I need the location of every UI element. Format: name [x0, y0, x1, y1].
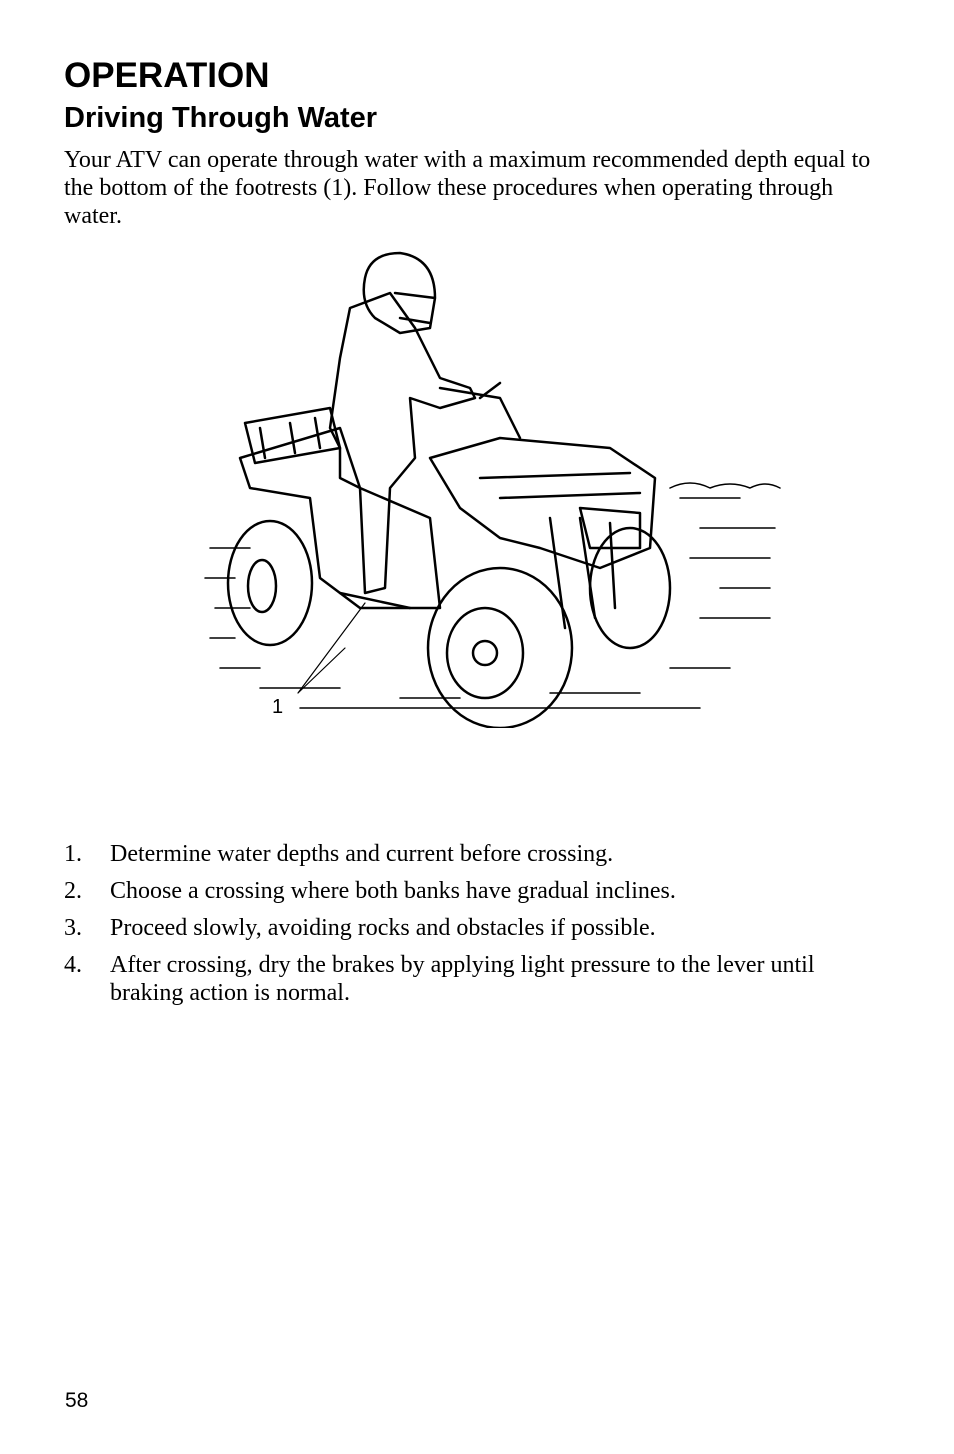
step-number: 3.: [64, 915, 82, 941]
step-text: After crossing, dry the brakes by applying light pressure to the lever until braking action is normal.: [110, 952, 815, 1006]
page-number: 58: [65, 1389, 89, 1412]
step-text: Determine water depths and current before crossing.: [110, 841, 614, 867]
figure-callout-1: 1: [272, 696, 284, 718]
atv-illustration: [200, 248, 790, 728]
step-number: 2.: [64, 878, 82, 904]
intro-paragraph: Your ATV can operate through water with a maximum recommended depth equal to the bottom of the footrests (1). Follow these procedures when operating through water.: [64, 147, 871, 229]
list-item: [64, 840, 864, 868]
step-text: Choose a crossing where both banks have gradual inclines.: [110, 878, 676, 904]
rider: [330, 293, 475, 593]
step-number: 4.: [64, 952, 82, 978]
handlebar: [440, 383, 520, 438]
list-item: [64, 877, 864, 905]
section-title: OPERATION: [64, 56, 270, 95]
list-item: [64, 914, 864, 942]
front-grille: [550, 518, 615, 628]
rear-rack: [245, 408, 340, 463]
step-text: Proceed slowly, avoiding rocks and obstacles if possible.: [110, 915, 656, 941]
rear-wheel: [228, 521, 312, 645]
water-splash: [205, 483, 780, 708]
step-number: 1.: [64, 841, 82, 867]
page-subtitle: Driving Through Water: [64, 102, 378, 134]
front-wheel: [428, 568, 572, 728]
far-front-wheel: [590, 528, 670, 648]
helmet: [364, 253, 435, 333]
procedure-list: [64, 840, 864, 1016]
callout-leader: [298, 603, 365, 693]
list-item: [64, 951, 830, 1007]
